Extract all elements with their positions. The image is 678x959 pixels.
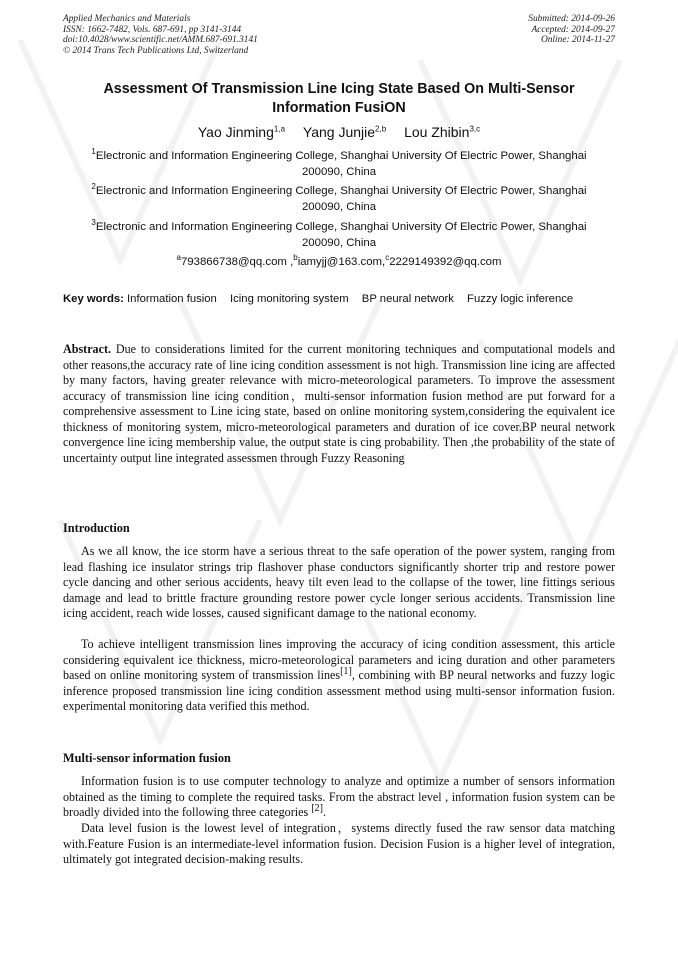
intro-paragraph-2: To achieve intelligent transmission lines improving the accuracy of icing condition assessment, this article considering equivalent ice thickness, micro-meteorological parameters and icing duration and other parameters based on online monitoring system of transmission lines[1], combining with BP neural networks and fuzzy logic inference proposed transmission line icing condition assessment method using multi-sensor information fusion. experimental monitoring data verified this method. xyxy=(63,637,615,713)
accepted-date: Accepted: 2014-09-27 xyxy=(531,24,615,35)
title-line-2: Information FusiON xyxy=(272,99,406,116)
journal-info xyxy=(63,14,258,56)
author-list xyxy=(63,124,615,140)
section-heading-introduction: Introduction xyxy=(63,521,130,535)
author: Lou Zhibin$^{3,c}$ xyxy=(404,124,481,140)
keyword: Information fusion xyxy=(127,293,217,305)
affiliation: $^1$Electronic and Information Engineering College, Shanghai University Of Electric Power, Shanghai 200090, China xyxy=(91,147,587,178)
doi: doi:10.4028/www.scientific.net/AMM.687-691.3141 xyxy=(63,35,258,46)
keywords xyxy=(63,292,615,307)
fusion-paragraph-1: Information fusion is to use computer technology to analyze and optimize a number of sensors information obtained as the timing to complete the required tasks. From the abstract level , information fusion system can be broadly divided into the following three categories [2]. xyxy=(63,774,615,819)
abstract-label: Abstract. xyxy=(63,342,112,356)
citation: [1] xyxy=(340,665,352,677)
section-heading-fusion: Multi-sensor information fusion xyxy=(63,751,231,765)
paper-title xyxy=(63,80,615,117)
fusion-paragraph-2: Data level fusion is the lowest level of integration，systems directly fused the raw sensor data matching with.Feature Fusion is an intermediate-level information fusion. Decision Fusion is a higher level of integration, ultimately got integrated decision-making results. xyxy=(63,821,615,866)
affiliation: $^3$Electronic and Information Engineering College, Shanghai University Of Electric Power, Shanghai 200090, China xyxy=(91,218,587,249)
author: Yang Junjie$^{2,b}$ xyxy=(302,124,387,140)
submitted-date: Submitted: 2014-09-26 xyxy=(528,14,615,24)
email-list: $^a$793866738@qq.com ,$^b$iamyjj@163.com,$^c$2229149392@qq.com xyxy=(176,253,502,268)
keywords-label: Key words: xyxy=(63,293,124,305)
keyword: Fuzzy logic inference xyxy=(467,293,574,305)
abstract-text: Due to considerations limited for the current monitoring techniques and computational models and other reasons,the accuracy rate of line icing condition assessment is not high. Transmission line icing are affected by many factors, having greater relevance with micro-meteorological parameters. To improve the assessment accuracy of transmission line icing condition，multi-sensor information fusion method are put forward for a comprehensive assessment to Line icing state, based on online monitoring system,considering the equivalent ice thickness of monitoring system, micro-meteorological parameters and duration of ice cover.BP neural network convergence line icing membership value, the output state is cing probability. Then ,the probability of the state of uncertainty output line integrated assessmen through Fuzzy Reasoning xyxy=(63,342,615,465)
citation: [2] xyxy=(311,802,323,814)
title-line-1: Assessment Of Transmission Line Icing State Based On Multi-Sensor xyxy=(103,81,575,97)
author: Yao Jinming$^{1,a}$ xyxy=(197,124,286,140)
dates-info xyxy=(528,14,615,46)
abstract xyxy=(63,342,615,466)
email: 793866738@qq.com , xyxy=(180,256,294,268)
copyright: © 2014 Trans Tech Publications Ltd, Switzerland xyxy=(63,45,249,56)
keyword: Icing monitoring system xyxy=(229,293,349,305)
intro-paragraph-1: As we all know, the ice storm have a serious threat to the safe operation of the power system, ranging from lead flashing ice insulator strings trip flashover phase conductors significantly shorter trip and restore power cycle dancing and other serious accidents, heavy tilt even lead to the collapse of the tower, line fittings serious damage and lead to brittle fracture grounding restore power cycle longer serious accidents. Transmission line icing accident, reach wide losses, caused significant damage to the national economy. xyxy=(63,544,615,620)
keyword: BP neural network xyxy=(361,293,454,305)
journal-name: Applied Mechanics and Materials xyxy=(63,14,191,24)
email: iamyjj@163.com, xyxy=(297,256,386,268)
issn: ISSN: 1662-7482, Vols. 687-691, pp 3141-3144 xyxy=(63,24,242,35)
online-date: Online: 2014-11-27 xyxy=(540,35,615,46)
affiliation: $^2$Electronic and Information Engineering College, Shanghai University Of Electric Power, Shanghai 200090, China xyxy=(91,182,587,213)
email: 2229149392@qq.com xyxy=(389,256,502,268)
